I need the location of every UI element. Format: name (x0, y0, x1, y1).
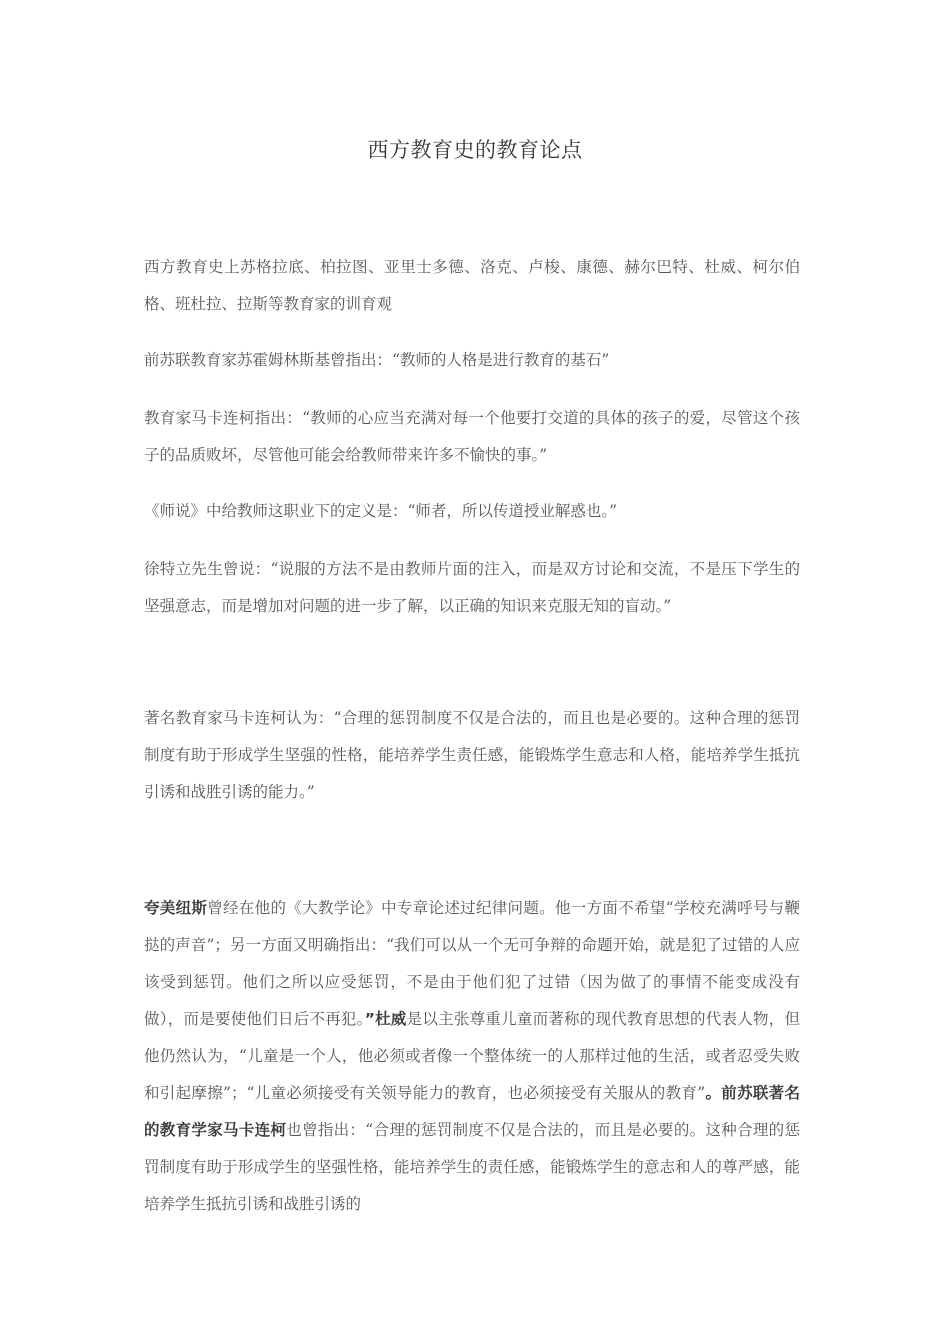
paragraph-xu-teli-quote: 徐特立先生曾说：“说服的方法不是由教师片面的注入，而是双方讨论和交流，不是压下学生的坚强意志，而是增加对问题的进一步了解，以正确的知识来克服无知的盲动。” (144, 560, 800, 615)
paragraph-text-dewey: 是以主张尊重儿童而著称的现代教育思想的代表人物，但他仍然认为，“儿童是一个人，他必须或者像一个整体统一的人那样过他的生活，或者忍受失败和引起摩擦”；“儿童必须接受有关领导能力的教育，也必须接受有关服从的教育” (144, 1010, 800, 1102)
paragraph-makarenko-punishment-quote: 著名教育家马卡连柯认为：“合理的惩罚制度不仅是合法的，而且也是必要的。这种合理的惩罚制度有助于形成学生坚强的性格，能培养学生责任感，能锻炼学生意志和人格，能培养学生抵抗引诱和战胜引诱的能力。” (144, 709, 800, 801)
paragraph-shishuo-definition: 《师说》中给教师这职业下的定义是：“师者，所以传道授业解惑也。” (144, 502, 618, 520)
paragraph-text-comenius: 曾经在他的《大教学论》中专章论述过纪律问题。他一方面不希望“学校充满呼号与鞭挞的声音”；另一方面又明确指出：“我们可以从一个无可争辩的命题开始，就是犯了过错的人应该受到惩罚。他们之所以应受惩罚，不是由于他们犯了过错（因为做了的事情不能变成没有做），而是要使他们日后不再犯。 (144, 899, 800, 1028)
paragraph-sukhomlinsky-quote: 前苏联教育家苏霍姆林斯基曾指出：“教师的人格是进行教育的基石” (144, 351, 610, 369)
bold-name-makarenko: 。前苏联著名的教育学家马卡连柯 (144, 1084, 800, 1139)
paragraph-text-makarenko: 也曾指出：“合理的惩罚制度不仅是合法的，而且是必要的。这种合理的惩罚制度有助于形成学生的坚强性格，能培养学生的责任感，能锻炼学生的意志和人的尊严感，能培养学生抵抗引诱和战胜引诱的 (144, 1121, 800, 1213)
document-title: 西方教育史的教育论点 (367, 138, 583, 162)
paragraph-discipline-views (144, 890, 800, 1223)
bold-name-dewey: ”杜威 (364, 1010, 407, 1028)
paragraph-makarenko-love-quote: 教育家马卡连柯指出：“教师的心应当充满对每一个他要打交道的具体的孩子的爱，尽管这个孩子的品质败坏，尽管他可能会给教师带来许多不愉快的事。” (144, 409, 800, 464)
bold-name-comenius: 夸美纽斯 (144, 899, 208, 917)
paragraph-educators-list: 西方教育史上苏格拉底、柏拉图、亚里士多德、洛克、卢梭、康德、赫尔巴特、杜威、柯尔伯格、班杜拉、拉斯等教育家的训育观 (144, 258, 800, 313)
